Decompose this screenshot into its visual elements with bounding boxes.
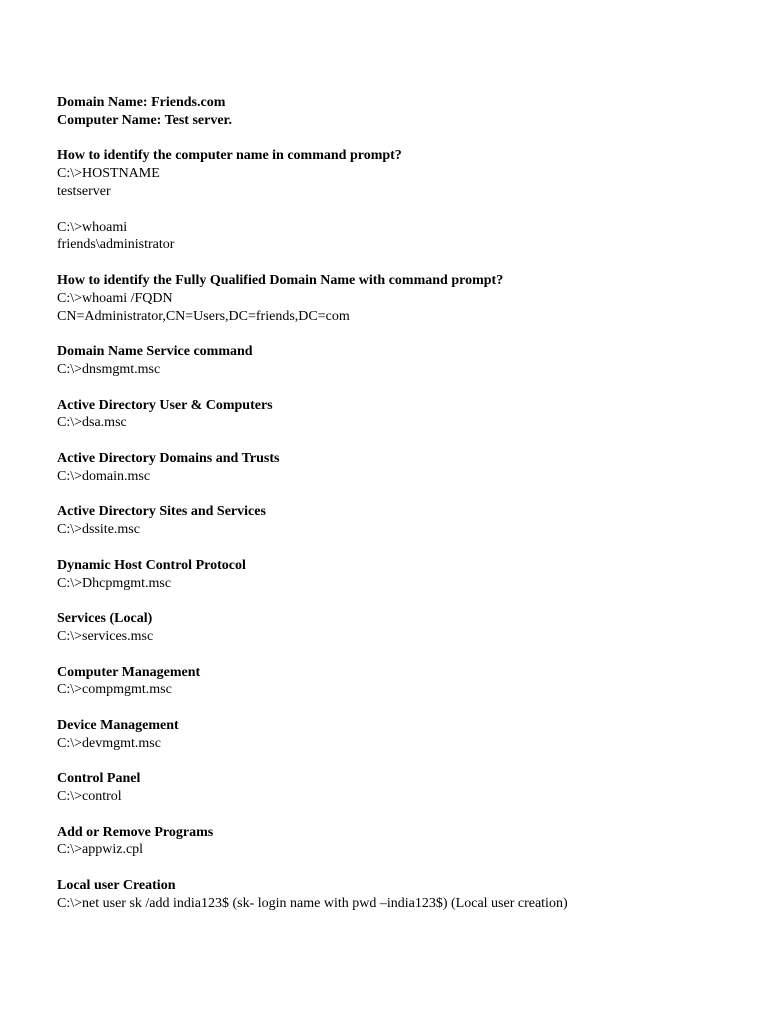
section-heading: How to identify the Fully Qualified Domain Name with command prompt? [57,272,504,288]
section-heading: Services (Local) [57,611,153,627]
command-line: C:\>control [57,789,122,805]
command-line: C:\>appwiz.cpl [57,842,144,858]
section-heading: Domain Name Service command [57,344,253,360]
spacer [57,486,737,504]
output-line: CN=Administrator,CN=Users,DC=friends,DC=com [57,308,350,324]
domain-name-line: Domain Name: Friends.com [57,95,226,110]
computer-name-line: Computer Name: Test server. [57,112,232,128]
section-heading: Active Directory User & Computers [57,397,273,413]
section-heading: Dynamic Host Control Protocol [57,557,246,573]
spacer [57,130,737,148]
command-line: C:\>net user sk /add india123$ (sk- login name with pwd –india123$) (Local user creation) [57,895,568,911]
section-heading: Active Directory Domains and Trusts [57,450,280,466]
section-heading: Local user Creation [57,878,176,894]
spacer [57,539,737,557]
section-heading: Active Directory Sites and Services [57,504,266,520]
spacer [57,752,737,770]
spacer [57,254,737,272]
spacer [57,325,737,343]
spacer [57,379,737,397]
command-line: C:\>whoami [57,219,128,235]
command-line: C:\>whoami /FQDN [57,290,173,306]
blank-line [57,201,737,219]
spacer [57,592,737,610]
output-line: testserver [57,183,111,199]
section-heading: Control Panel [57,771,141,787]
spacer [57,646,737,664]
command-line: C:\>devmgmt.msc [57,735,161,751]
section-heading: Computer Management [57,664,201,680]
document-page [57,94,737,913]
command-line: C:\>services.msc [57,628,154,644]
command-line: C:\>compmgmt.msc [57,682,172,698]
section-heading: How to identify the computer name in command prompt? [57,148,402,164]
command-line: C:\>Dhcpmgmt.msc [57,575,172,591]
command-line: C:\>domain.msc [57,468,151,484]
command-line: C:\>HOSTNAME [57,166,160,182]
command-line: C:\>dnsmgmt.msc [57,361,161,377]
spacer [57,432,737,450]
output-line: friends\administrator [57,237,175,253]
command-line: C:\>dsa.msc [57,415,127,431]
spacer [57,806,737,824]
spacer [57,699,737,717]
section-heading: Add or Remove Programs [57,824,214,840]
command-line: C:\>dssite.msc [57,522,140,538]
section-heading: Device Management [57,717,179,733]
spacer [57,859,737,877]
